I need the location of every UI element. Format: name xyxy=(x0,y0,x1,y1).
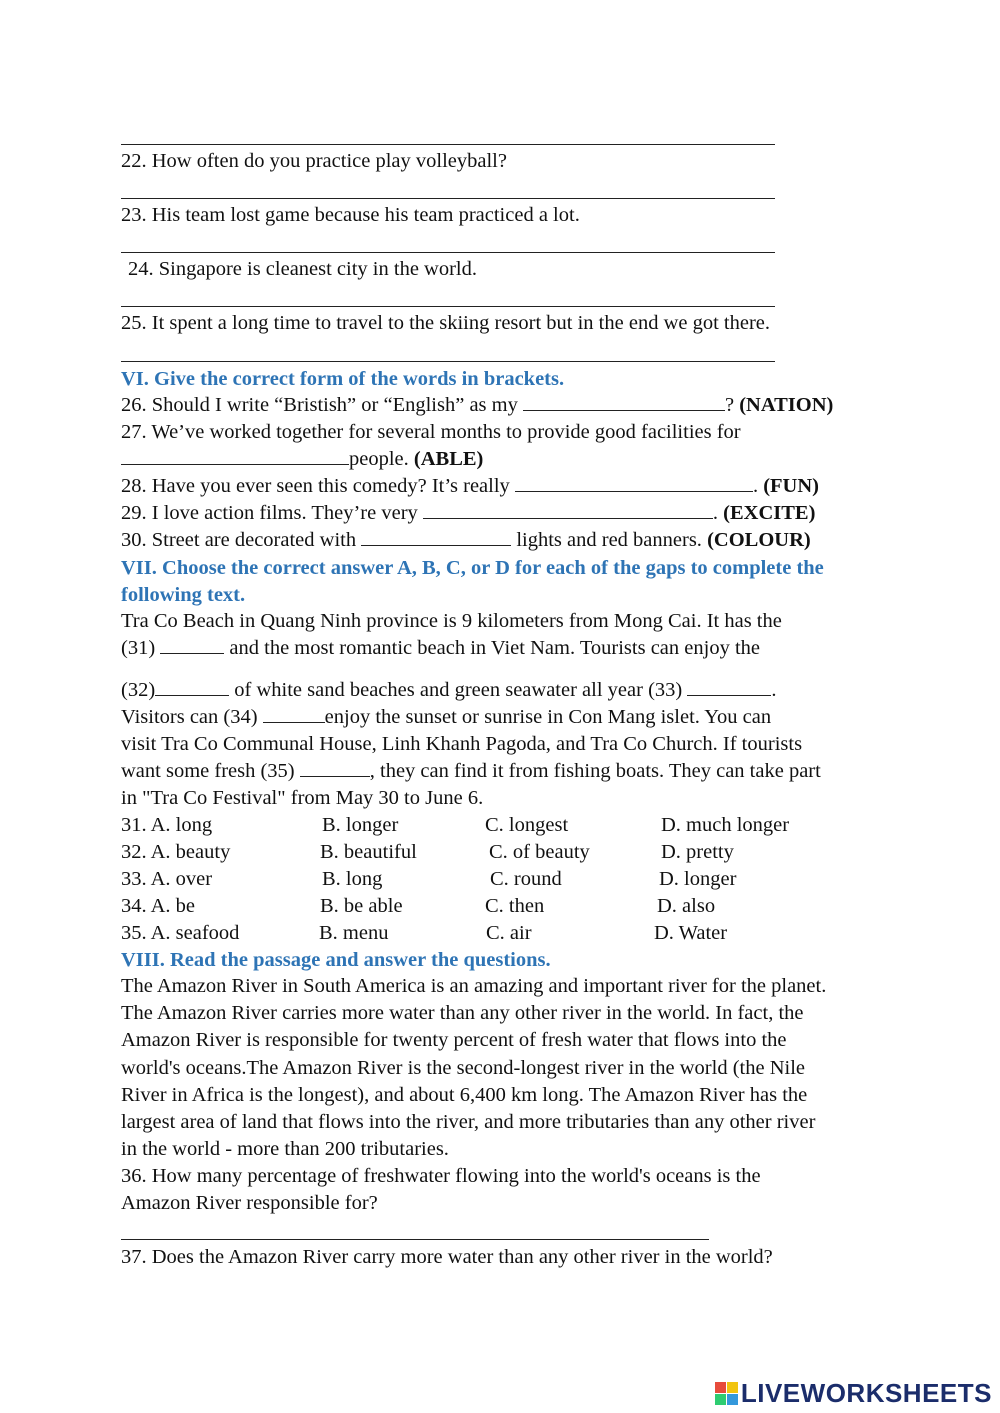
gap-32-label: (32) xyxy=(121,679,156,701)
gap-33[interactable] xyxy=(687,694,771,696)
q29-word: (EXCITE) xyxy=(723,502,816,524)
section-vii-heading-2: following text. xyxy=(121,584,246,606)
answer-line-36[interactable] xyxy=(121,1239,709,1240)
amazon-passage-line-3: Amazon River is responsible for twenty percent of fresh water that flows into the xyxy=(121,1029,787,1051)
passage-line-6-text: , they can find it from fishing boats. They can take part xyxy=(369,760,821,782)
option-35-b[interactable]: B. menu xyxy=(319,922,389,944)
passage-line-2-text: and the most romantic beach in Viet Nam. Tourists can enjoy the xyxy=(229,637,760,659)
gap-34[interactable] xyxy=(263,721,325,723)
option-32-a[interactable]: 32. A. beauty xyxy=(121,841,231,863)
passage-line-3-text: of white sand beaches and green seawater all year (33) xyxy=(234,679,683,701)
option-35-c[interactable]: C. air xyxy=(486,922,532,944)
gap-31[interactable] xyxy=(160,652,224,654)
question-37: 37. Does the Amazon River carry more water than any other river in the world? xyxy=(121,1246,773,1268)
q27-word: (ABLE) xyxy=(413,448,484,470)
option-34-b[interactable]: B. be able xyxy=(320,895,403,917)
option-31-d[interactable]: D. much longer xyxy=(661,814,790,836)
passage-line-4 xyxy=(121,704,771,730)
question-25: 25. It spent a long time to travel to the skiing resort but in the end we got there. xyxy=(121,312,771,334)
question-24: 24. Singapore is cleanest city in the world. xyxy=(128,258,477,280)
passage-line-3 xyxy=(121,677,776,703)
option-31-c[interactable]: C. longest xyxy=(485,814,569,836)
answer-line-24[interactable] xyxy=(121,306,775,307)
section-vi-heading: VI. Give the correct form of the words in brackets. xyxy=(121,368,565,390)
q29-text: 29. I love action films. They’re very xyxy=(121,502,418,524)
option-34-c[interactable]: C. then xyxy=(485,895,545,917)
gap-34-label: Visitors can (34) xyxy=(121,706,258,728)
q26-text: 26. Should I write “Bristish” or “English” as my xyxy=(121,394,518,416)
q27-blank[interactable] xyxy=(121,463,349,465)
answer-line-25[interactable] xyxy=(121,361,775,362)
gap-32[interactable] xyxy=(155,694,229,696)
question-27-line1: 27. We’ve worked together for several months to provide good facilities for xyxy=(121,421,741,443)
option-35-a[interactable]: 35. A. seafood xyxy=(121,922,240,944)
gap-35-label: want some fresh (35) xyxy=(121,760,295,782)
amazon-passage-line-1: The Amazon River in South America is an amazing and important river for the planet. xyxy=(121,975,827,997)
amazon-passage-line-2: The Amazon River carries more water than any other river in the world. In fact, the xyxy=(121,1002,804,1024)
gap-35[interactable] xyxy=(300,775,370,777)
passage-line-3-end: . xyxy=(771,679,777,701)
question-27-line2 xyxy=(121,446,483,472)
gap-31-label: (31) xyxy=(121,637,156,659)
question-36-line-1: 36. How many percentage of freshwater flowing into the world's oceans is the xyxy=(121,1165,761,1187)
liveworksheets-brand: LIVEWORKSHEETS xyxy=(740,1377,992,1408)
section-viii-heading: VIII. Read the passage and answer the questions. xyxy=(121,949,551,971)
passage-line-7: in "Tra Co Festival" from May 30 to June 6. xyxy=(121,787,484,809)
option-32-c[interactable]: C. of beauty xyxy=(489,841,590,863)
q29-blank[interactable] xyxy=(423,517,713,519)
question-30 xyxy=(121,527,811,553)
answer-line-22[interactable] xyxy=(121,198,775,199)
answer-line-21[interactable] xyxy=(121,144,775,145)
q30-text: 30. Street are decorated with xyxy=(121,529,357,551)
q28-text: 28. Have you ever seen this comedy? It’s really xyxy=(121,475,510,497)
passage-line-4-text: enjoy the sunset or sunrise in Con Mang islet. You can xyxy=(324,706,772,728)
option-35-d[interactable]: D. Water xyxy=(654,922,728,944)
answer-line-23[interactable] xyxy=(121,252,775,253)
question-26 xyxy=(121,392,833,418)
q27-text: people. xyxy=(349,448,409,470)
option-33-d[interactable]: D. longer xyxy=(659,868,737,890)
amazon-passage-line-4: world's oceans.The Amazon River is the second-longest river in the world (the Nile xyxy=(121,1057,805,1079)
amazon-passage-line-7: in the world - more than 200 tributaries. xyxy=(121,1138,449,1160)
q28-word: (FUN) xyxy=(763,475,819,497)
option-34-a[interactable]: 34. A. be xyxy=(121,895,196,917)
option-31-a[interactable]: 31. A. long xyxy=(121,814,213,836)
liveworksheets-logo xyxy=(715,1379,992,1407)
q30-word: (COLOUR) xyxy=(707,529,811,551)
question-22: 22. How often do you practice play volleyball? xyxy=(121,150,507,172)
question-36-line-2: Amazon River responsible for? xyxy=(121,1192,378,1214)
option-32-d[interactable]: D. pretty xyxy=(661,841,734,863)
amazon-passage-line-6: largest area of land that flows into the river, and more tributaries than any other river xyxy=(121,1111,816,1133)
option-31-b[interactable]: B. longer xyxy=(322,814,399,836)
q28-blank[interactable] xyxy=(515,490,753,492)
q30-blank[interactable] xyxy=(361,544,511,546)
option-33-c[interactable]: C. round xyxy=(490,868,562,890)
q30-text-b: lights and red banners. xyxy=(516,529,702,551)
option-34-d[interactable]: D. also xyxy=(657,895,716,917)
question-28 xyxy=(121,473,819,499)
liveworksheets-mark-icon xyxy=(715,1382,738,1405)
passage-line-6 xyxy=(121,758,821,784)
q26-word: (NATION) xyxy=(739,394,834,416)
q29-mark: . xyxy=(712,502,719,524)
question-29 xyxy=(121,500,815,526)
option-32-b[interactable]: B. beautiful xyxy=(320,841,417,863)
question-23: 23. His team lost game because his team practiced a lot. xyxy=(121,204,580,226)
passage-line-5: visit Tra Co Communal House, Linh Khanh Pagoda, and Tra Co Church. If tourists xyxy=(121,733,803,755)
q26-blank[interactable] xyxy=(523,409,725,411)
option-33-a[interactable]: 33. A. over xyxy=(121,868,213,890)
option-33-b[interactable]: B. long xyxy=(322,868,383,890)
q28-mark: . xyxy=(752,475,759,497)
q26-mark: ? xyxy=(724,394,735,416)
amazon-passage-line-5: River in Africa is the longest), and about 6,400 km long. The Amazon River has the xyxy=(121,1084,808,1106)
passage-line-2 xyxy=(121,635,760,661)
section-vii-heading-1: VII. Choose the correct answer A, B, C, or D for each of the gaps to complete the xyxy=(121,557,824,579)
passage-line-1: Tra Co Beach in Quang Ninh province is 9 kilometers from Mong Cai. It has the xyxy=(121,610,782,632)
